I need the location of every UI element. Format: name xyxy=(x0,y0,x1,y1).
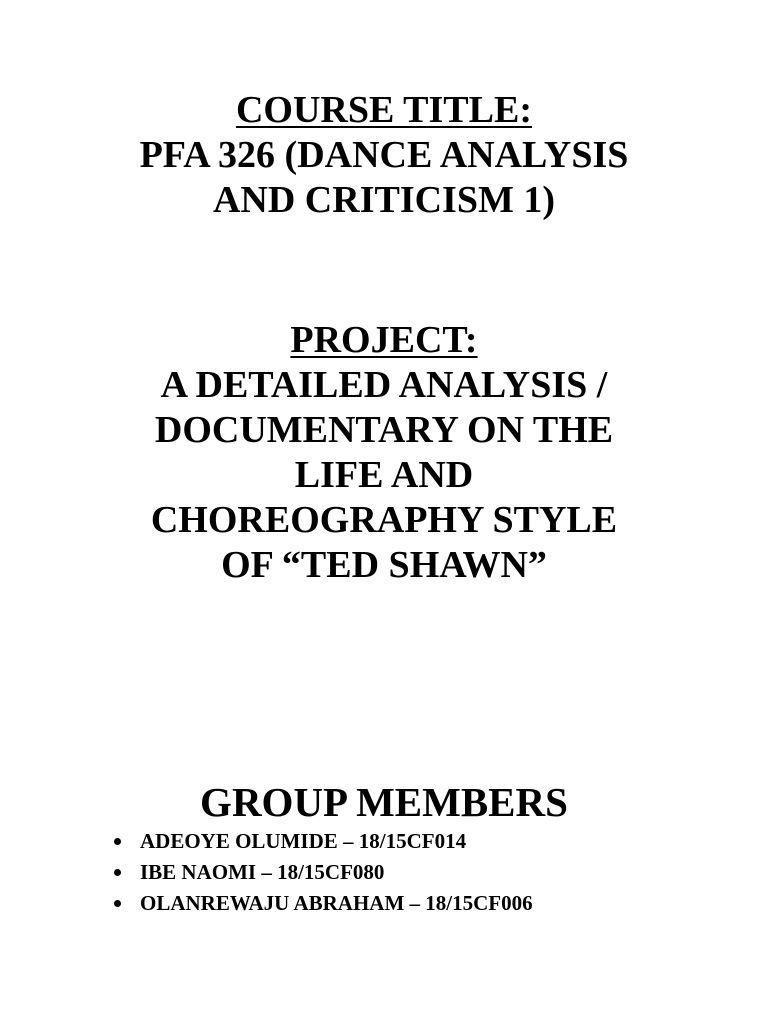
course-title-section xyxy=(0,88,768,223)
group-members-list xyxy=(110,826,533,919)
course-title-line-1: PFA 326 (DANCE ANALYSIS xyxy=(139,134,629,176)
bullet-icon xyxy=(114,900,121,907)
project-line-5: OF “TED SHAWN” xyxy=(221,544,547,586)
member-name: OLANREWAJU ABRAHAM – 18/15CF006 xyxy=(140,891,533,915)
list-item xyxy=(110,826,533,857)
bullet-icon xyxy=(114,838,121,845)
project-heading: PROJECT: xyxy=(290,319,478,361)
member-name: IBE NAOMI – 18/15CF080 xyxy=(140,860,385,884)
project-line-1: A DETAILED ANALYSIS / xyxy=(160,364,608,406)
project-line-2: DOCUMENTARY ON THE xyxy=(154,409,614,451)
list-item xyxy=(110,888,533,919)
project-line-4: CHOREOGRAPHY STYLE xyxy=(150,499,618,541)
list-item xyxy=(110,857,533,888)
project-section xyxy=(0,318,768,588)
course-title-heading: COURSE TITLE: xyxy=(235,89,532,131)
project-line-3: LIFE AND xyxy=(294,454,474,496)
member-name: ADEOYE OLUMIDE – 18/15CF014 xyxy=(140,829,467,853)
bullet-icon xyxy=(114,869,121,876)
course-title-line-2: AND CRITICISM 1) xyxy=(212,179,556,221)
group-members-heading: GROUP MEMBERS xyxy=(200,779,568,825)
